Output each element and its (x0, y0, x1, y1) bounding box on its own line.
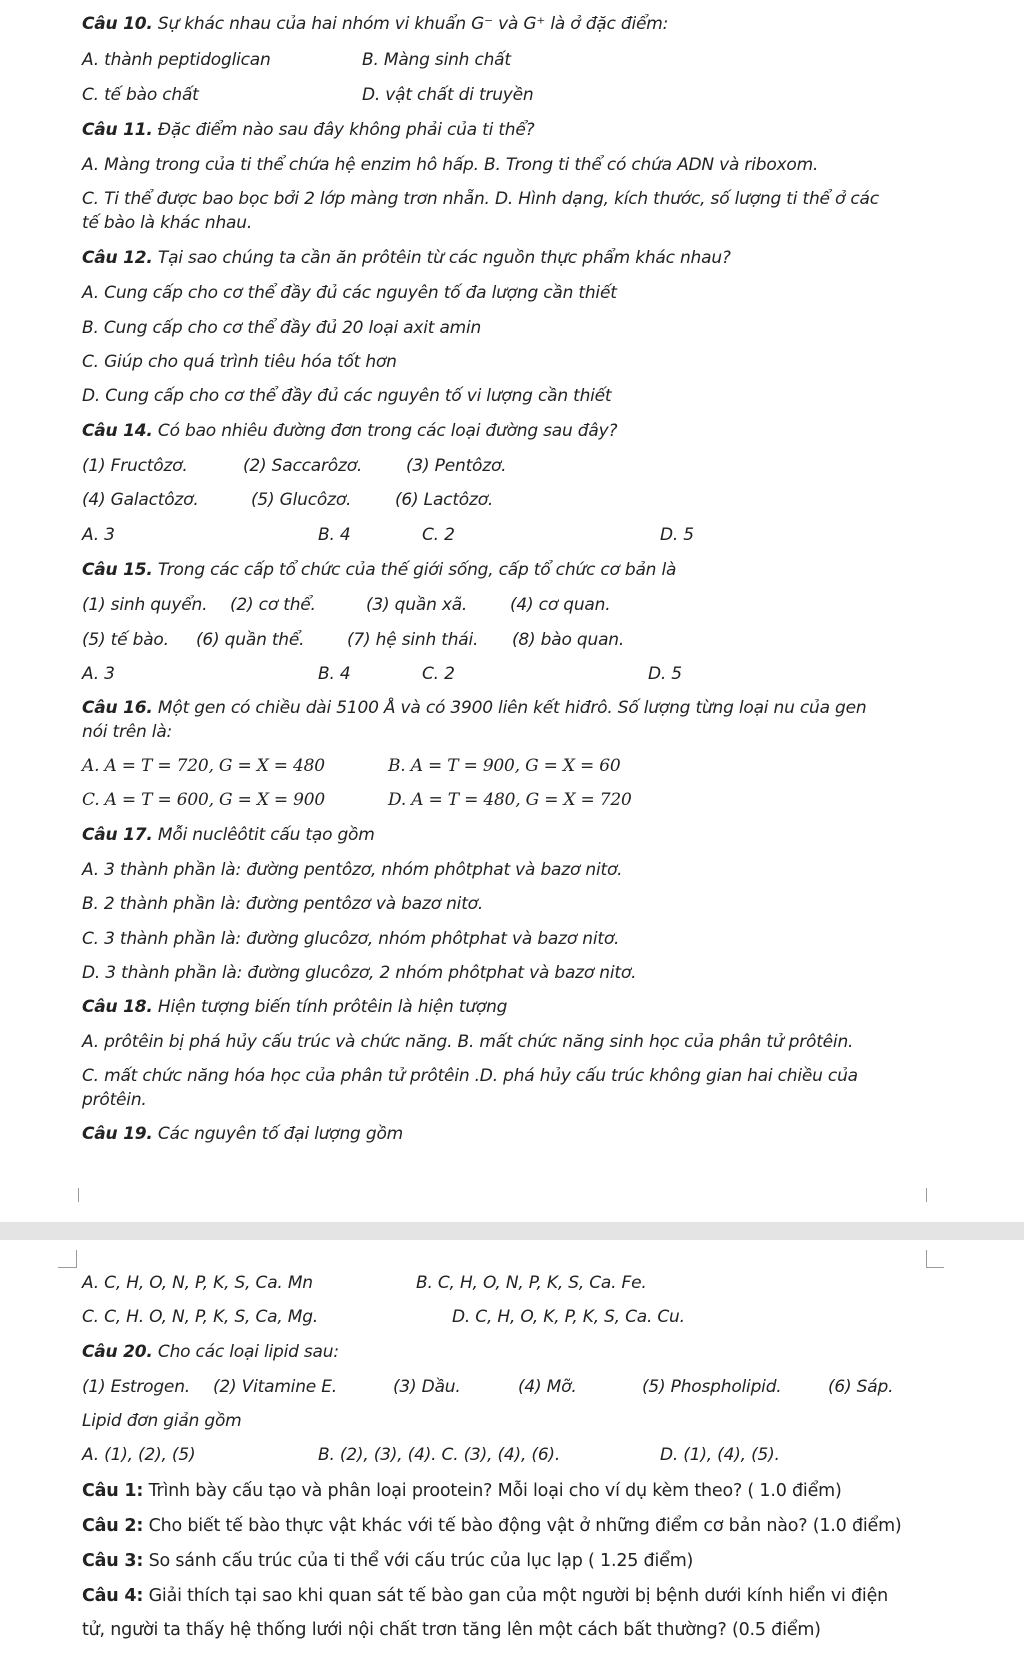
essay-label: Câu 2: (82, 1516, 144, 1536)
item-6: (6) quần thể. (196, 630, 305, 650)
option-c: C. 3 thành phần là: đường glucôzơ, nhóm phôtphat và bazơ nitơ. (82, 929, 620, 949)
item-6: (6) Sáp. (828, 1377, 894, 1397)
option-a: A. 3 (82, 664, 115, 684)
options-cd: C. mất chức năng hóa học của phân tử prôtêin .D. phá hủy cấu trúc không gian hai chiều của (82, 1066, 858, 1086)
item-4: (4) Galactôzơ. (82, 490, 199, 510)
option-a: A. A = T = 720, G = X = 480 (82, 756, 325, 776)
option-b: B. C, H, O, N, P, K, S, Ca. Fe. (416, 1273, 647, 1293)
option-c: C. 2 (422, 525, 455, 545)
option-a: A. thành peptidoglican (82, 50, 271, 70)
item-3: (3) Dầu. (393, 1377, 461, 1397)
question-label: Câu 18. (82, 997, 153, 1017)
question-stem: Hiện tượng biến tính prôtêin là hiện tượng (157, 997, 508, 1017)
option-b: B. 2 thành phần là: đường pentôzơ và bazơ nitơ. (82, 894, 484, 914)
option-d: D. (1), (4), (5). (660, 1445, 780, 1465)
question-17 (82, 825, 375, 845)
page-break (0, 1222, 1024, 1240)
question-label: Câu 19. (82, 1124, 153, 1144)
essay-question-2 (82, 1516, 902, 1536)
question-label: Câu 16. (82, 698, 153, 718)
crop-mark (926, 1250, 927, 1268)
question-stem: Có bao nhiêu đường đơn trong các loại đường sau đây? (157, 421, 618, 441)
crop-mark (76, 1250, 77, 1268)
options-ab: A. prôtêin bị phá hủy cấu trúc và chức năng. B. mất chức năng sinh học của phân tử prôtêin. (82, 1032, 854, 1052)
option-c: C. 2 (422, 664, 455, 684)
item-5: (5) Glucôzơ. (251, 490, 352, 510)
question-stem: Mỗi nuclêôtit cấu tạo gồm (157, 825, 375, 845)
essay-label: Câu 1: (82, 1481, 144, 1501)
options-cd-continued: tế bào là khác nhau. (82, 213, 253, 233)
options-bc: B. (2), (3), (4). C. (3), (4), (6). (318, 1445, 561, 1465)
question-label: Câu 15. (82, 560, 153, 580)
item-1: (1) sinh quyển. (82, 595, 208, 615)
option-b: B. 4 (318, 664, 351, 684)
item-8: (8) bào quan. (512, 630, 625, 650)
question-stem: Cho các loại lipid sau: (157, 1342, 339, 1362)
item-2: (2) cơ thể. (230, 595, 316, 615)
essay-question-3 (82, 1551, 693, 1571)
essay-text: Trình bày cấu tạo và phân loại prootein? Mỗi loại cho ví dụ kèm theo? ( 1.0 điểm) (148, 1481, 842, 1501)
crop-mark (78, 1188, 79, 1202)
essay-label: Câu 4: (82, 1586, 144, 1606)
item-4: (4) Mỡ. (518, 1377, 577, 1397)
option-a: A. 3 thành phần là: đường pentôzơ, nhóm phôtphat và bazơ nitơ. (82, 860, 623, 880)
essay-text: Giải thích tại sao khi quan sát tế bào gan của một người bị bệnh dưới kính hiển vi điện (148, 1586, 889, 1606)
item-2: (2) Saccarôzơ. (243, 456, 363, 476)
option-a: A. C, H, O, N, P, K, S, Ca. Mn (82, 1273, 313, 1293)
item-5: (5) Phospholipid. (642, 1377, 782, 1397)
question-label: Câu 14. (82, 421, 153, 441)
essay-text: Cho biết tế bào thực vật khác với tế bào động vật ở những điểm cơ bản nào? (1.0 điểm) (148, 1516, 902, 1536)
option-d: D. A = T = 480, G = X = 720 (388, 790, 632, 810)
item-1: (1) Fructôzơ. (82, 456, 188, 476)
sub-question: Lipid đơn giản gồm (82, 1411, 242, 1431)
option-a: A. (1), (2), (5) (82, 1445, 196, 1465)
option-b: B. Màng sinh chất (362, 50, 511, 70)
question-stem: Tại sao chúng ta cần ăn prôtêin từ các nguồn thực phẩm khác nhau? (157, 248, 731, 268)
option-a: A. Cung cấp cho cơ thể đầy đủ các nguyên tố đa lượng cần thiết (82, 283, 617, 303)
essay-question-4 (82, 1586, 888, 1606)
question-19 (82, 1124, 403, 1144)
question-label: Câu 20. (82, 1342, 153, 1362)
question-stem: Trong các cấp tổ chức của thế giới sống, cấp tổ chức cơ bản là (157, 560, 677, 580)
option-d: D. Cung cấp cho cơ thể đầy đủ các nguyên tố vi lượng cần thiết (82, 386, 612, 406)
question-11 (82, 120, 534, 140)
question-15 (82, 560, 676, 580)
crop-mark (926, 1188, 927, 1202)
question-20 (82, 1342, 339, 1362)
item-3: (3) quần xã. (366, 595, 468, 615)
item-4: (4) cơ quan. (510, 595, 611, 615)
options-ab: A. Màng trong của ti thể chứa hệ enzim hô hấp. B. Trong ti thể có chứa ADN và riboxom. (82, 155, 819, 175)
item-1: (1) Estrogen. (82, 1377, 190, 1397)
option-b: B. A = T = 900, G = X = 60 (388, 756, 621, 776)
option-c: C. tế bào chất (82, 85, 199, 105)
option-d: D. C, H, O, K, P, K, S, Ca. Cu. (452, 1307, 685, 1327)
option-c: C. A = T = 600, G = X = 900 (82, 790, 326, 810)
options-cd: C. Ti thể được bao bọc bởi 2 lớp màng trơn nhẵn. D. Hình dạng, kích thước, số lượng ti thể ở các (82, 189, 879, 209)
option-d: D. 3 thành phần là: đường glucôzơ, 2 nhóm phôtphat và bazơ nitơ. (82, 963, 637, 983)
essay-question-4-continued: tử, người ta thấy hệ thống lưới nội chất trơn tăng lên một cách bất thường? (0.5 điểm) (82, 1620, 821, 1640)
question-16 (82, 698, 866, 718)
option-c: C. C, H. O, N, P, K, S, Ca, Mg. (82, 1307, 319, 1327)
essay-label: Câu 3: (82, 1551, 144, 1571)
question-label: Câu 10. (82, 14, 153, 34)
question-stem: Một gen có chiều dài 5100 Å và có 3900 liên kết hiđrô. Số lượng từng loại nu của gen (157, 698, 867, 718)
crop-mark (58, 1267, 76, 1268)
option-c: C. Giúp cho quá trình tiêu hóa tốt hơn (82, 352, 397, 372)
question-12 (82, 248, 731, 268)
question-label: Câu 11. (82, 120, 153, 140)
question-10 (82, 14, 668, 34)
question-label: Câu 17. (82, 825, 153, 845)
option-b: B. 4 (318, 525, 351, 545)
option-a: A. 3 (82, 525, 115, 545)
question-label: Câu 12. (82, 248, 153, 268)
option-b: B. Cung cấp cho cơ thể đầy đủ 20 loại axit amin (82, 318, 482, 338)
question-18 (82, 997, 507, 1017)
question-stem: Sự khác nhau của hai nhóm vi khuẩn G⁻ và G⁺ là ở đặc điểm: (157, 14, 669, 34)
item-3: (3) Pentôzơ. (406, 456, 507, 476)
option-d: D. vật chất di truyền (362, 85, 534, 105)
crop-mark (926, 1267, 944, 1268)
item-2: (2) Vitamine E. (213, 1377, 337, 1397)
option-d: D. 5 (648, 664, 682, 684)
question-stem: Các nguyên tố đại lượng gồm (157, 1124, 404, 1144)
essay-text: So sánh cấu trúc của ti thể với cấu trúc của lục lạp ( 1.25 điểm) (148, 1551, 694, 1571)
item-7: (7) hệ sinh thái. (347, 630, 479, 650)
item-5: (5) tế bào. (82, 630, 169, 650)
option-d: D. 5 (660, 525, 694, 545)
essay-question-1 (82, 1481, 842, 1501)
options-cd-continued: prôtêin. (82, 1090, 147, 1110)
question-stem: Đặc điểm nào sau đây không phải của ti thể? (157, 120, 535, 140)
item-6: (6) Lactôzơ. (395, 490, 494, 510)
question-14 (82, 421, 617, 441)
question-stem-continued: nói trên là: (82, 722, 173, 742)
